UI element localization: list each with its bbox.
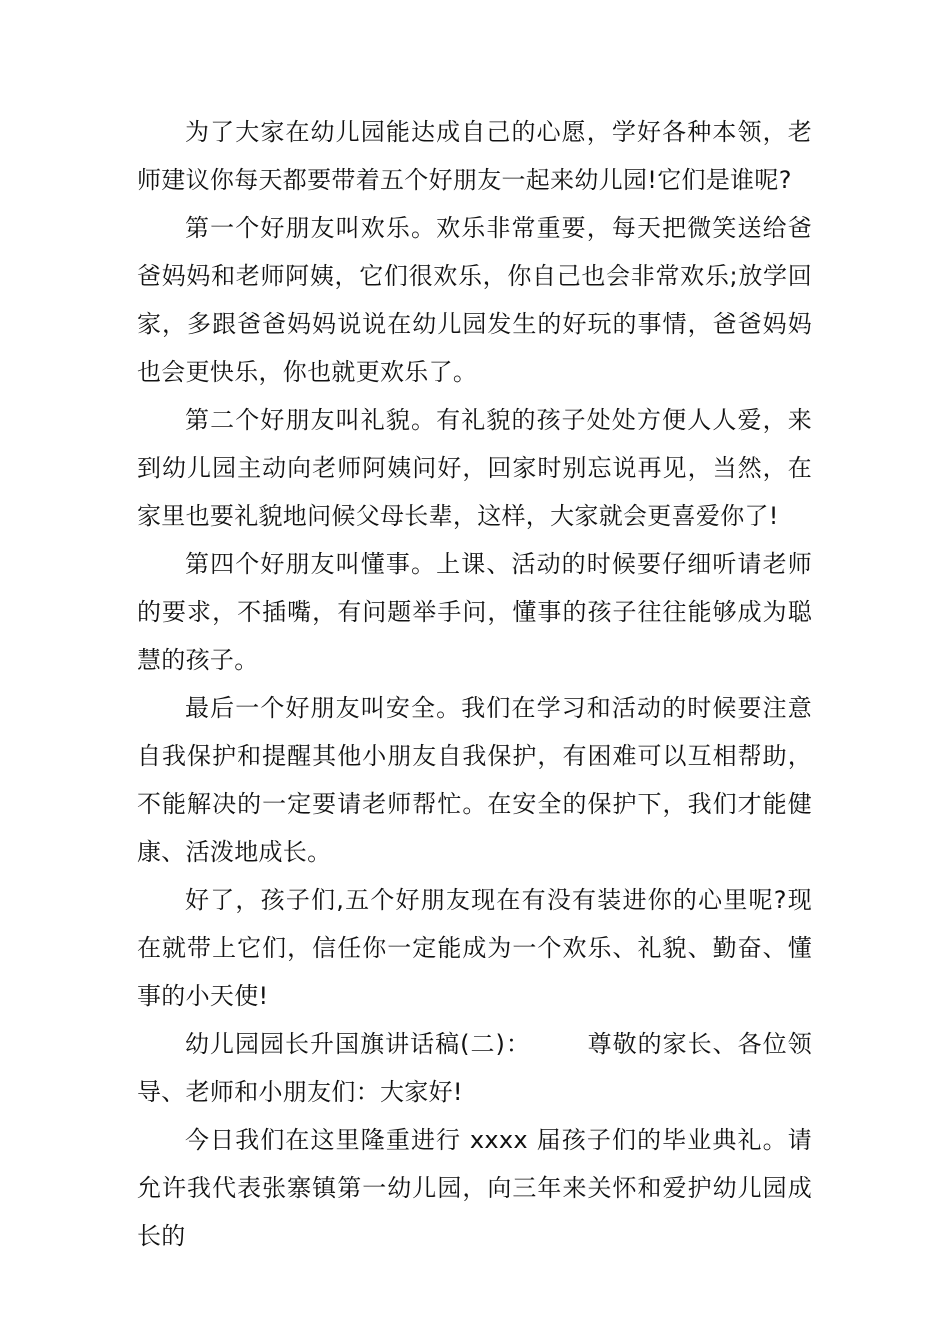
paragraph-friend-joy: 第一个好朋友叫欢乐。欢乐非常重要，每天把微笑送给爸爸妈妈和老师阿姨，它们很欢乐，你自己也会非常欢乐;放学回家，多跟爸爸妈妈说说在幼儿园发生的好玩的事情，爸爸妈妈也会更快乐，你也就更欢乐了。: [137, 214, 812, 386]
paragraph-conclusion: 好了，孩子们,五个好朋友现在有没有装进你的心里呢?现在就带上它们，信任你一定能成为一个欢乐、礼貌、勤奋、懂事的小天使!: [137, 886, 812, 1010]
paragraph-intro: 为了大家在幼儿园能达成自己的心愿，学好各种本领，老师建议你每天都要带着五个好朋友一起来幼儿园!它们是谁呢?: [137, 118, 812, 194]
paragraph-friend-sensible: 第四个好朋友叫懂事。上课、活动的时候要仔细听请老师的要求，不插嘴，有问题举手问，懂事的孩子往往能够成为聪慧的孩子。: [137, 550, 812, 674]
speech-heading: [137, 1020, 812, 1116]
document-body: [137, 108, 812, 1260]
speech-title: 幼儿园园长升国旗讲话稿(二)：: [185, 1030, 531, 1058]
paragraph-friend-politeness: 第二个好朋友叫礼貌。有礼貌的孩子处处方便人人爱，来到幼儿园主动向老师阿姨问好，回家时别忘说再见，当然，在家里也要礼貌地问候父母长辈，这样，大家就会更喜爱你了!: [137, 406, 812, 530]
speech-greeting: 尊敬的家长、各位领导、老师和小朋友们：大家好!: [137, 1030, 812, 1106]
paragraph-graduation: 今日我们在这里隆重进行 xxxx 届孩子们的毕业典礼。请允许我代表张寨镇第一幼儿园，向三年来关怀和爱护幼儿园成长的: [137, 1126, 812, 1250]
paragraph-friend-safety: 最后一个好朋友叫安全。我们在学习和活动的时候要注意自我保护和提醒其他小朋友自我保护，有困难可以互相帮助，不能解决的一定要请老师帮忙。在安全的保护下，我们才能健康、活泼地成长。: [137, 694, 812, 866]
